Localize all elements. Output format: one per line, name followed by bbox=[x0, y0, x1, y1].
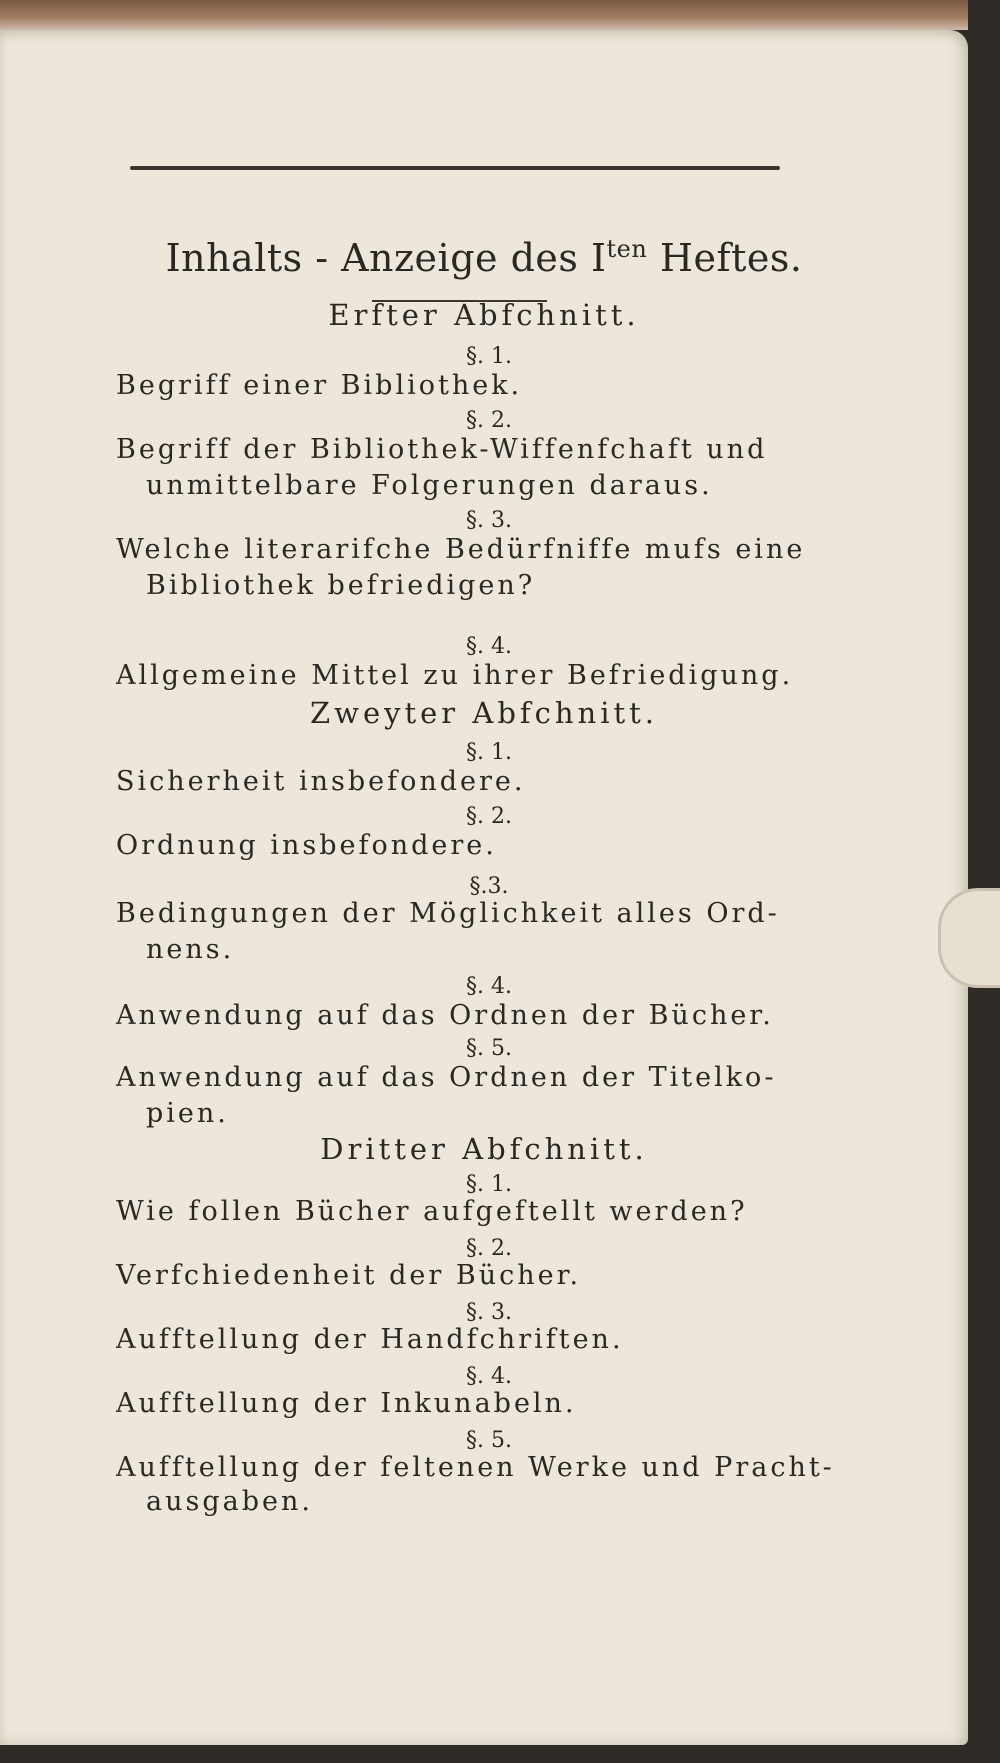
toc-entry: Aufftellung der feltenen Werke und Pracht- bbox=[116, 1452, 835, 1483]
toc-entry: Verfchiedenheit der Bücher. bbox=[116, 1260, 582, 1291]
page-edge bbox=[0, 0, 968, 30]
toc-entry: Welche literarifche Bedürfniffe mufs eine bbox=[116, 534, 806, 565]
toc-entry: Aufftellung der Inkunabeln. bbox=[116, 1388, 577, 1419]
toc-entry: Ordnung insbefondere. bbox=[116, 830, 497, 861]
paragraph-number: §. 2. bbox=[466, 1236, 512, 1261]
toc-entry: Aufftellung der Handfchriften. bbox=[116, 1324, 624, 1355]
section-heading-3: Dritter Abfchnitt. bbox=[320, 1132, 648, 1166]
toc-entry: Anwendung auf das Ordnen der Titelko- bbox=[116, 1062, 777, 1093]
page-tab-mark bbox=[938, 888, 1000, 988]
paragraph-number: §. 4. bbox=[466, 1364, 512, 1389]
toc-entry-continued: nens. bbox=[146, 934, 235, 965]
paragraph-number: §. 2. bbox=[466, 408, 512, 433]
top-rule bbox=[130, 166, 780, 170]
paragraph-number: §.3. bbox=[469, 874, 509, 899]
paragraph-number: §. 5. bbox=[466, 1036, 512, 1061]
paragraph-number: §. 2. bbox=[466, 804, 512, 829]
toc-entry-continued: pien. bbox=[146, 1098, 229, 1129]
toc-entry: Sicherheit insbefondere. bbox=[116, 766, 526, 797]
toc-entry: Allgemeine Mittel zu ihrer Befriedigung. bbox=[116, 660, 794, 691]
toc-entry: Bedingungen der Möglichkeit alles Ord- bbox=[116, 898, 780, 929]
paragraph-number: §. 4. bbox=[466, 974, 512, 999]
paragraph-number: §. 3. bbox=[466, 1300, 512, 1325]
book-page bbox=[0, 30, 968, 1745]
paragraph-number: §. 1. bbox=[466, 344, 512, 369]
paragraph-number: §. 5. bbox=[466, 1428, 512, 1453]
toc-entry: Begriff einer Bibliothek. bbox=[116, 370, 523, 401]
toc-entry-continued: ausgaben. bbox=[146, 1486, 313, 1517]
toc-entry: Wie follen Bücher aufgeftellt werden? bbox=[116, 1196, 748, 1227]
paragraph-number: §. 3. bbox=[466, 508, 512, 533]
paragraph-number: §. 1. bbox=[466, 1172, 512, 1197]
toc-entry-continued: unmittelbare Folgerungen daraus. bbox=[146, 470, 713, 501]
paragraph-number: §. 4. bbox=[466, 634, 512, 659]
toc-entry-continued: Bibliothek befriedigen? bbox=[146, 570, 536, 601]
paragraph-number: §. 1. bbox=[466, 740, 512, 765]
toc-entry: Begriff der Bibliothek-Wiffenfchaft und bbox=[116, 434, 768, 465]
section-heading-2: Zweyter Abfchnitt. bbox=[309, 696, 659, 730]
toc-entry: Anwendung auf das Ordnen der Bücher. bbox=[116, 1000, 774, 1031]
section-heading-1: Erfter Abfchnitt. bbox=[328, 298, 640, 332]
page-title: Inhalts - Anzeige des $I^{ten}$ Heftes. bbox=[165, 235, 803, 280]
